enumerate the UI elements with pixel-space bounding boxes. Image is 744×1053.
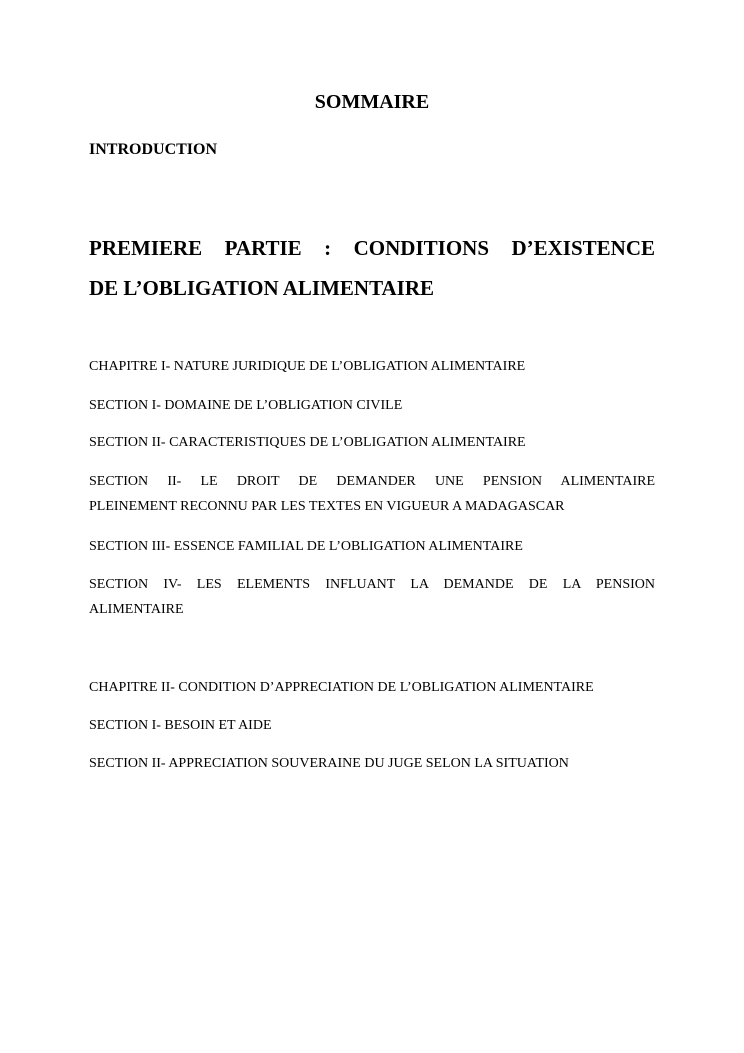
part-one-heading-line2: DE L’OBLIGATION ALIMENTAIRE bbox=[89, 276, 435, 300]
chapter-one-section-4: SECTION III- ESSENCE FAMILIAL DE L’OBLIGATION ALIMENTAIRE bbox=[89, 539, 523, 554]
chapter-two-section-2: SECTION II- APPRECIATION SOUVERAINE DU JUGE SELON LA SITUATION bbox=[89, 756, 569, 771]
chapter-one-section-3-line1: SECTION II- LE DROIT DE DEMANDER UNE PENSION ALIMENTAIRE bbox=[89, 474, 655, 489]
chapter-one-section-3 bbox=[89, 469, 655, 519]
page-title: SOMMAIRE bbox=[314, 91, 430, 113]
chapter-one-section-5-line2: ALIMENTAIRE bbox=[89, 602, 184, 617]
chapter-two-section-1: SECTION I- BESOIN ET AIDE bbox=[89, 718, 272, 733]
chapter-one-section-5 bbox=[89, 572, 655, 622]
chapter-one-section-3-line2: PLEINEMENT RECONNU PAR LES TEXTES EN VIGUEUR A MADAGASCAR bbox=[89, 499, 565, 514]
chapter-two-title: CHAPITRE II- CONDITION D’APPRECIATION DE L’OBLIGATION ALIMENTAIRE bbox=[89, 680, 594, 695]
chapter-one-title: CHAPITRE I- NATURE JURIDIQUE DE L’OBLIGATION ALIMENTAIRE bbox=[89, 359, 526, 374]
introduction-heading: INTRODUCTION bbox=[89, 141, 218, 158]
part-one-heading-line1: PREMIERE PARTIE : CONDITIONS D’EXISTENCE bbox=[89, 236, 655, 260]
chapter-one-section-5-line1: SECTION IV- LES ELEMENTS INFLUANT LA DEMANDE DE LA PENSION bbox=[89, 577, 655, 592]
chapter-one-section-2: SECTION II- CARACTERISTIQUES DE L’OBLIGATION ALIMENTAIRE bbox=[89, 435, 526, 450]
part-one-heading bbox=[89, 228, 655, 308]
chapter-one-section-1: SECTION I- DOMAINE DE L’OBLIGATION CIVILE bbox=[89, 398, 403, 413]
